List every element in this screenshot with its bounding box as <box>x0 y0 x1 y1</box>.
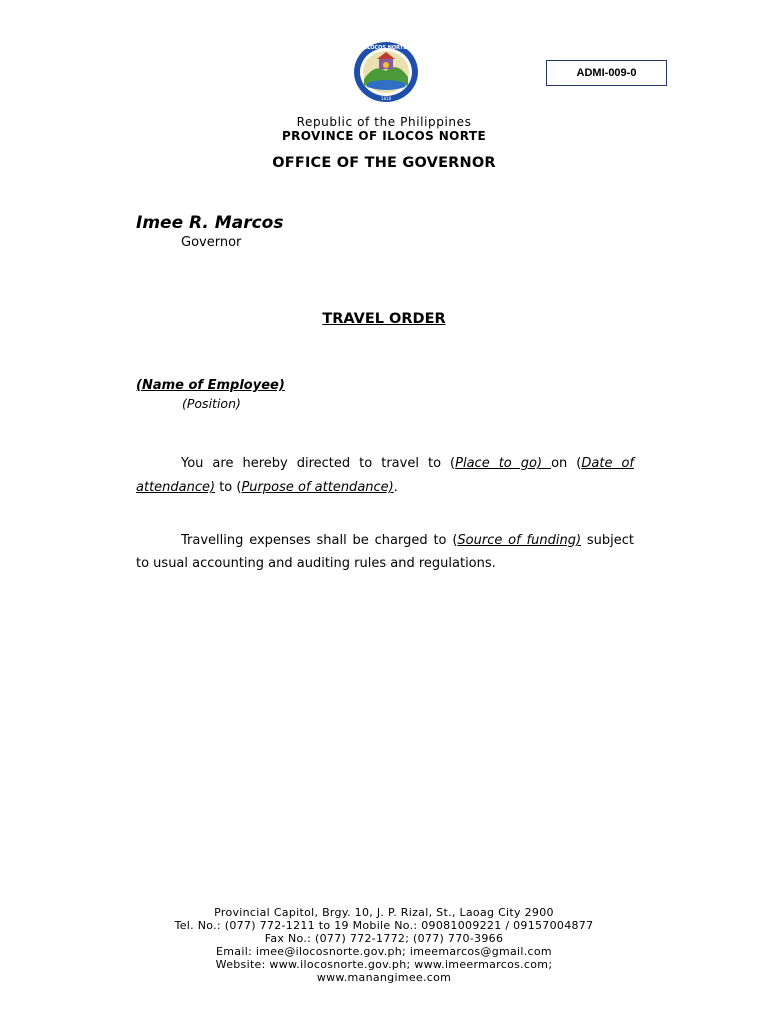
purpose-placeholder: Purpose of attendance) <box>241 480 394 495</box>
provincial-seal-logo <box>353 41 419 103</box>
p2-text-b: subject to usual accounting and auditing rules and regulations. <box>136 533 634 571</box>
p1-text-b: on ( <box>551 456 582 471</box>
p1-text-end: . <box>393 480 398 495</box>
document-title-text: TRAVEL ORDER <box>322 311 446 327</box>
document-title <box>0 311 768 327</box>
svg-text:1818: 1818 <box>380 96 392 101</box>
footer-tel: Tel. No.: (077) 772-1211 to 19 Mobile No.: 09081009221 / 09157004877 <box>174 919 594 932</box>
footer-website-2: www.manangimee.com <box>316 971 452 984</box>
funding-placeholder: Source of funding) <box>457 533 582 548</box>
footer-website: Website: www.ilocosnorte.gov.ph; www.imeermarcos.com; <box>215 958 553 971</box>
p1-text-a: You are hereby directed to travel to ( <box>181 456 456 471</box>
footer-contact-block <box>0 906 768 984</box>
footer-email: Email: imee@ilocosnorte.gov.ph; imeemarcos@gmail.com <box>216 945 552 958</box>
p2-text-a: Travelling expenses shall be charged to ( <box>181 533 458 548</box>
travel-directive-paragraph <box>136 452 634 500</box>
p1-text-c: to ( <box>215 480 242 495</box>
employee-position-placeholder: (Position) <box>182 396 241 411</box>
office-heading: OFFICE OF THE GOVERNOR <box>272 155 496 171</box>
date-placeholder: Date of attendance) <box>136 456 634 495</box>
footer-fax: Fax No.: (077) 772-1772; (077) 770-3966 <box>264 932 504 945</box>
governor-name: Imee R. Marcos <box>136 213 284 233</box>
footer-address: Provincial Capitol, Brgy. 10, J. P. Rizal, St., Laoag City 2900 <box>214 906 554 919</box>
place-placeholder: Place to go) <box>455 456 552 471</box>
svg-text:ILOCOS NORTE: ILOCOS NORTE <box>365 45 407 51</box>
republic-line: Republic of the Philippines <box>296 115 472 129</box>
form-code-box: ADMI-009-0 <box>546 60 667 86</box>
governor-title: Governor <box>181 235 242 250</box>
province-line: PROVINCE OF ILOCOS NORTE <box>281 129 487 143</box>
employee-name-placeholder: (Name of Employee) <box>136 378 285 393</box>
expenses-paragraph <box>136 529 634 575</box>
